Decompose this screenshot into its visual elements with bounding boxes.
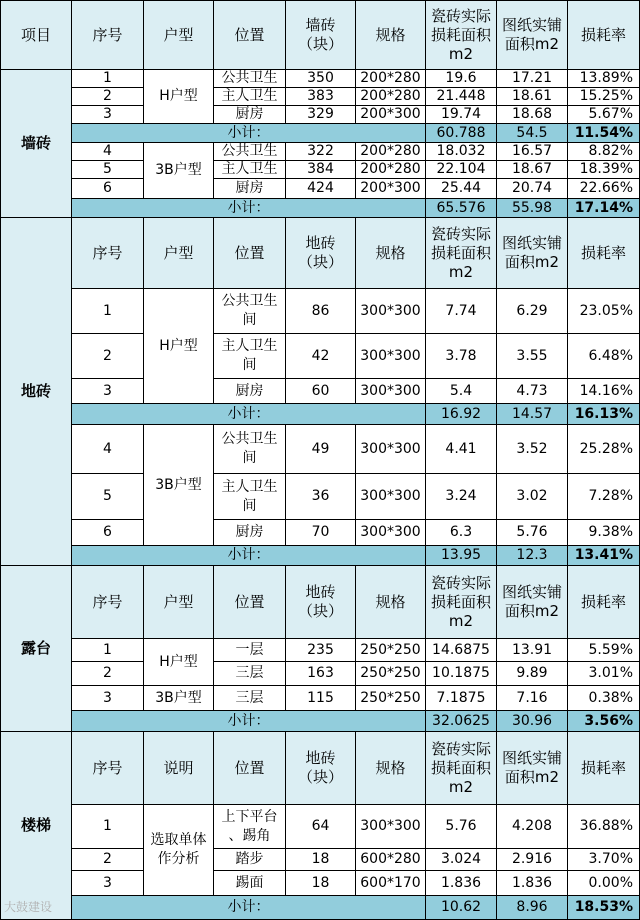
table-row-drawing: 9.89 xyxy=(496,661,568,686)
table-row-loss: 15.25% xyxy=(567,87,640,106)
group-type: 3B户型 xyxy=(143,142,214,199)
header-no: 序号 xyxy=(71,217,144,289)
subtotal-loss: 13.41% xyxy=(567,545,640,566)
table-row-actual: 19.6 xyxy=(425,69,497,88)
header-actual: 瓷砖实际 损耗面积 m2 xyxy=(425,731,497,805)
table-row-position: 上下平台 、踢角 xyxy=(213,804,286,849)
table-row-actual: 3.78 xyxy=(425,333,497,379)
header-actual: 瓷砖实际 损耗面积 m2 xyxy=(425,565,497,639)
table-row-no: 5 xyxy=(71,473,144,520)
subtotal-label: 小计： xyxy=(71,710,426,732)
table-row-position: 主人卫生 xyxy=(213,160,286,179)
header-count: 地砖 （块） xyxy=(285,217,356,289)
table-row-count: 64 xyxy=(285,804,356,849)
table-row-actual: 7.1875 xyxy=(425,685,497,711)
table-row-count: 424 xyxy=(285,178,356,199)
table-row-no: 6 xyxy=(71,519,144,546)
table-row-actual: 18.032 xyxy=(425,142,497,161)
table-row-spec: 200*280 xyxy=(355,87,426,106)
table-row-no: 1 xyxy=(71,69,144,88)
header-drawing: 图纸实铺 面积m2 xyxy=(496,0,568,70)
group-type: 3B户型 xyxy=(143,424,214,546)
table-row-no: 2 xyxy=(71,87,144,106)
table-row-actual: 10.1875 xyxy=(425,661,497,686)
header-spec: 规格 xyxy=(355,217,426,289)
table-row-spec: 200*280 xyxy=(355,69,426,88)
table-row-loss: 13.89% xyxy=(567,69,640,88)
table-row-position: 主人卫生 xyxy=(213,87,286,106)
header-drawing: 图纸实铺 面积m2 xyxy=(496,731,568,805)
table-row-spec: 300*300 xyxy=(355,288,426,334)
table-row-loss: 6.48% xyxy=(567,333,640,379)
table-row-loss: 25.28% xyxy=(567,424,640,474)
table-row-spec: 250*250 xyxy=(355,685,426,711)
table-row-position: 公共卫生 间 xyxy=(213,288,286,334)
table-row-drawing: 4.208 xyxy=(496,804,568,849)
table-row-position: 厨房 xyxy=(213,178,286,199)
table-row-loss: 5.59% xyxy=(567,638,640,662)
table-row-loss: 3.70% xyxy=(567,848,640,871)
table-row-drawing: 17.21 xyxy=(496,69,568,88)
table-row-spec: 300*300 xyxy=(355,519,426,546)
table-row-no: 3 xyxy=(71,105,144,124)
table-row-count: 329 xyxy=(285,105,356,124)
table-row-spec: 200*300 xyxy=(355,178,426,199)
subtotal-drawing: 30.96 xyxy=(496,710,568,732)
table-row-drawing: 3.52 xyxy=(496,424,568,474)
group-type: H户型 xyxy=(143,69,214,124)
table-row-no: 1 xyxy=(71,288,144,334)
table-row-no: 4 xyxy=(71,424,144,474)
table-row-actual: 6.3 xyxy=(425,519,497,546)
table-row-spec: 300*300 xyxy=(355,378,426,404)
table-row-actual: 4.41 xyxy=(425,424,497,474)
table-row-actual: 22.104 xyxy=(425,160,497,179)
table-row-loss: 3.01% xyxy=(567,661,640,686)
subtotal-loss: 11.54% xyxy=(567,123,640,143)
table-row-position: 公共卫生 间 xyxy=(213,424,286,474)
table-row-count: 36 xyxy=(285,473,356,520)
subtotal-drawing: 55.98 xyxy=(496,198,568,218)
subtotal-label: 小计： xyxy=(71,403,426,425)
table-row-count: 115 xyxy=(285,685,356,711)
table-row-position: 公共卫生 xyxy=(213,69,286,88)
table-row-drawing: 18.61 xyxy=(496,87,568,106)
table-row-loss: 0.00% xyxy=(567,870,640,896)
table-row-no: 3 xyxy=(71,685,144,711)
header-position: 位置 xyxy=(213,731,286,805)
table-row-actual: 3.24 xyxy=(425,473,497,520)
table-row-actual: 1.836 xyxy=(425,870,497,896)
subtotal-label: 小计： xyxy=(71,545,426,566)
header-count: 地砖 （块） xyxy=(285,565,356,639)
table-row-actual: 7.74 xyxy=(425,288,497,334)
table-row-loss: 36.88% xyxy=(567,804,640,849)
header-position: 位置 xyxy=(213,217,286,289)
header-loss: 损耗率 xyxy=(567,0,640,70)
table-row-actual: 25.44 xyxy=(425,178,497,199)
group-note: 选取单体 作分析 xyxy=(143,804,214,896)
table-row-position: 三层 xyxy=(213,685,286,711)
table-row-spec: 250*250 xyxy=(355,661,426,686)
table-row-count: 383 xyxy=(285,87,356,106)
header-count: 墙砖 （块） xyxy=(285,0,356,70)
table-row-position: 踏步 xyxy=(213,848,286,871)
table-row-spec: 600*170 xyxy=(355,870,426,896)
table-row-count: 322 xyxy=(285,142,356,161)
table-row-actual: 5.76 xyxy=(425,804,497,849)
header-no: 序号 xyxy=(71,731,144,805)
subtotal-loss: 16.13% xyxy=(567,403,640,425)
header-drawing: 图纸实铺 面积m2 xyxy=(496,217,568,289)
table-row-no: 6 xyxy=(71,178,144,199)
subtotal-label: 小计： xyxy=(71,895,426,920)
table-row-drawing: 1.836 xyxy=(496,870,568,896)
table-row-loss: 8.82% xyxy=(567,142,640,161)
watermark: 大鼓建设 xyxy=(4,900,53,914)
table-row-drawing: 3.02 xyxy=(496,473,568,520)
subtotal-label: 小计： xyxy=(71,198,426,218)
header-count: 地砖 （块） xyxy=(285,731,356,805)
table-row-actual: 3.024 xyxy=(425,848,497,871)
table-row-drawing: 4.73 xyxy=(496,378,568,404)
table-row-spec: 300*300 xyxy=(355,804,426,849)
table-row-spec: 300*300 xyxy=(355,333,426,379)
header-actual: 瓷砖实际 损耗面积 m2 xyxy=(425,0,497,70)
table-row-actual: 14.6875 xyxy=(425,638,497,662)
table-row-position: 一层 xyxy=(213,638,286,662)
table-row-spec: 200*280 xyxy=(355,142,426,161)
project-stairs: 楼梯 xyxy=(0,731,72,920)
table-row-count: 163 xyxy=(285,661,356,686)
table-row-spec: 300*300 xyxy=(355,424,426,474)
table-row-loss: 9.38% xyxy=(567,519,640,546)
project-wall-tile: 墙砖 xyxy=(0,69,72,218)
table-row-no: 5 xyxy=(71,160,144,179)
subtotal-drawing: 8.96 xyxy=(496,895,568,920)
table-row-actual: 5.4 xyxy=(425,378,497,404)
subtotal-loss: 18.53% xyxy=(567,895,640,920)
table-row-count: 18 xyxy=(285,870,356,896)
table-row-actual: 21.448 xyxy=(425,87,497,106)
header-no: 序号 xyxy=(71,0,144,70)
table-row-drawing: 7.16 xyxy=(496,685,568,711)
header-position: 位置 xyxy=(213,0,286,70)
project-floor-tile: 地砖 xyxy=(0,217,72,566)
header-spec: 规格 xyxy=(355,565,426,639)
table-row-position: 三层 xyxy=(213,661,286,686)
table-row-no: 2 xyxy=(71,661,144,686)
header-loss: 损耗率 xyxy=(567,731,640,805)
subtotal-label: 小计： xyxy=(71,123,426,143)
table-row-loss: 23.05% xyxy=(567,288,640,334)
header-note: 说明 xyxy=(143,731,214,805)
header-spec: 规格 xyxy=(355,0,426,70)
table-row-loss: 5.67% xyxy=(567,105,640,124)
table-row-position: 公共卫生 xyxy=(213,142,286,161)
table-row-count: 70 xyxy=(285,519,356,546)
table-row-drawing: 18.67 xyxy=(496,160,568,179)
table-row-no: 3 xyxy=(71,378,144,404)
header-loss: 损耗率 xyxy=(567,217,640,289)
table-row-position: 主人卫生 间 xyxy=(213,473,286,520)
header-project: 项目 xyxy=(0,0,72,70)
table-row-no: 2 xyxy=(71,848,144,871)
header-actual: 瓷砖实际 损耗面积 m2 xyxy=(425,217,497,289)
table-row-position: 主人卫生 间 xyxy=(213,333,286,379)
subtotal-drawing: 14.57 xyxy=(496,403,568,425)
table-row-position: 厨房 xyxy=(213,105,286,124)
table-row-position: 踢面 xyxy=(213,870,286,896)
subtotal-actual: 65.576 xyxy=(425,198,497,218)
table-row-count: 235 xyxy=(285,638,356,662)
table-row-spec: 200*300 xyxy=(355,105,426,124)
subtotal-drawing: 12.3 xyxy=(496,545,568,566)
group-type: 3B户型 xyxy=(143,685,214,711)
table-row-drawing: 18.68 xyxy=(496,105,568,124)
subtotal-actual: 60.788 xyxy=(425,123,497,143)
subtotal-actual: 13.95 xyxy=(425,545,497,566)
subtotal-drawing: 54.5 xyxy=(496,123,568,143)
header-loss: 损耗率 xyxy=(567,565,640,639)
table-row-loss: 18.39% xyxy=(567,160,640,179)
table-row-loss: 7.28% xyxy=(567,473,640,520)
table-row-no: 3 xyxy=(71,870,144,896)
table-row-count: 350 xyxy=(285,69,356,88)
table-row-no: 4 xyxy=(71,142,144,161)
table-row-drawing: 20.74 xyxy=(496,178,568,199)
table-row-actual: 19.74 xyxy=(425,105,497,124)
table-row-count: 86 xyxy=(285,288,356,334)
header-drawing: 图纸实铺 面积m2 xyxy=(496,565,568,639)
table-row-drawing: 13.91 xyxy=(496,638,568,662)
table-row-position: 厨房 xyxy=(213,378,286,404)
table-row-no: 2 xyxy=(71,333,144,379)
table-row-spec: 300*300 xyxy=(355,473,426,520)
table-row-count: 42 xyxy=(285,333,356,379)
table-row-drawing: 2.916 xyxy=(496,848,568,871)
subtotal-actual: 16.92 xyxy=(425,403,497,425)
header-position: 位置 xyxy=(213,565,286,639)
table-row-spec: 250*250 xyxy=(355,638,426,662)
table-row-spec: 600*280 xyxy=(355,848,426,871)
table-row-no: 1 xyxy=(71,804,144,849)
table-row-count: 60 xyxy=(285,378,356,404)
table-row-loss: 22.66% xyxy=(567,178,640,199)
table-row-loss: 0.38% xyxy=(567,685,640,711)
table-row-drawing: 6.29 xyxy=(496,288,568,334)
table-row-drawing: 5.76 xyxy=(496,519,568,546)
header-type: 户型 xyxy=(143,217,214,289)
header-spec: 规格 xyxy=(355,731,426,805)
table-row-loss: 14.16% xyxy=(567,378,640,404)
subtotal-loss: 17.14% xyxy=(567,198,640,218)
header-type: 户型 xyxy=(143,0,214,70)
group-type: H户型 xyxy=(143,638,214,686)
table-row-count: 18 xyxy=(285,848,356,871)
table-row-drawing: 3.55 xyxy=(496,333,568,379)
table-row-drawing: 16.57 xyxy=(496,142,568,161)
table-row-position: 厨房 xyxy=(213,519,286,546)
subtotal-actual: 32.0625 xyxy=(425,710,497,732)
header-no: 序号 xyxy=(71,565,144,639)
group-type: H户型 xyxy=(143,288,214,404)
subtotal-loss: 3.56% xyxy=(567,710,640,732)
subtotal-actual: 10.62 xyxy=(425,895,497,920)
table-row-count: 49 xyxy=(285,424,356,474)
project-terrace: 露台 xyxy=(0,565,72,732)
table-row-count: 384 xyxy=(285,160,356,179)
table-row-spec: 200*280 xyxy=(355,160,426,179)
table-row-no: 1 xyxy=(71,638,144,662)
header-type: 户型 xyxy=(143,565,214,639)
